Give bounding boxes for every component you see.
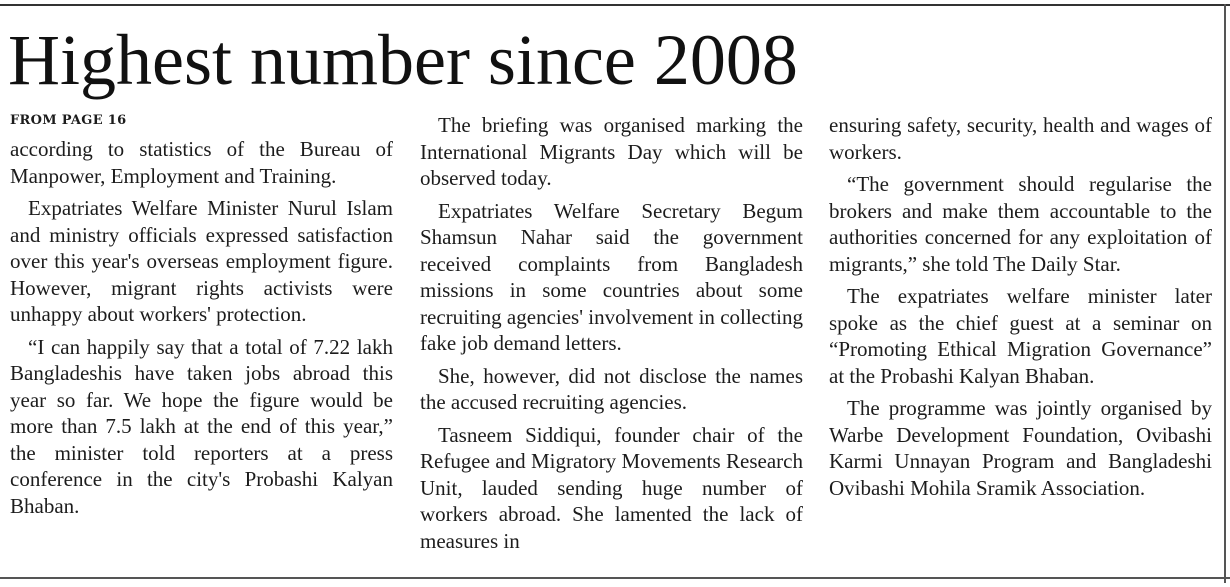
paragraph: “I can happily say that a total of 7.22 lakh Bangladeshis have taken jobs abroad this year so far. We hope the figure would be more than 7.5 lakh at the end of this year,” the minister told reporters at a press conference in the city's Probashi Kalyan Bhaban. (10, 334, 393, 518)
article-column-3 (829, 112, 1212, 507)
jump-line: FROM PAGE 16 (10, 113, 127, 128)
paragraph: Expatriates Welfare Secretary Begum Shamsun Nahar said the government received complaints from Bangladesh missions in some countries about some recruiting agencies' involvement in collecting fake job demand letters. (420, 198, 803, 355)
headline: Highest number since 2008 (8, 20, 798, 100)
paragraph: The expatriates welfare minister later spoke as the chief guest at a seminar on “Promoting Ethical Migration Governance” at the Probashi Kalyan Bhaban. (829, 284, 1212, 388)
paragraph: “The government should regularise the brokers and make them accountable to the authorities concerned for any exploitation of migrants,” she told The Daily Star. (829, 172, 1212, 276)
paragraph: Tasneem Siddiqui, founder chair of the Refugee and Migratory Movements Research Unit, lauded sending huge number of workers abroad. She lamented the lack of measures in (420, 422, 803, 553)
paragraph: The briefing was organised marking the International Migrants Day which will be observed today. (420, 113, 803, 190)
right-rule (1224, 4, 1226, 583)
paragraph: She, however, did not disclose the names the accused recruiting agencies. (420, 363, 803, 414)
paragraph: ensuring safety, security, health and wages of workers. (829, 113, 1212, 164)
article-column-1 (10, 112, 393, 525)
paragraph: The programme was jointly organised by Warbe Development Foundation, Ovibashi Karmi Unnayan Program and Bangladeshi Ovibashi Mohila Sramik Association. (829, 396, 1212, 500)
article-column-2 (420, 112, 803, 560)
bottom-rule (0, 577, 1230, 579)
top-rule (0, 4, 1230, 6)
paragraph: according to statistics of the Bureau of Manpower, Employment and Training. (10, 137, 393, 188)
paragraph: Expatriates Welfare Minister Nurul Islam and ministry officials expressed satisfaction over this year's overseas employment figure. However, migrant rights activists were unhappy about workers' protection. (10, 196, 393, 326)
